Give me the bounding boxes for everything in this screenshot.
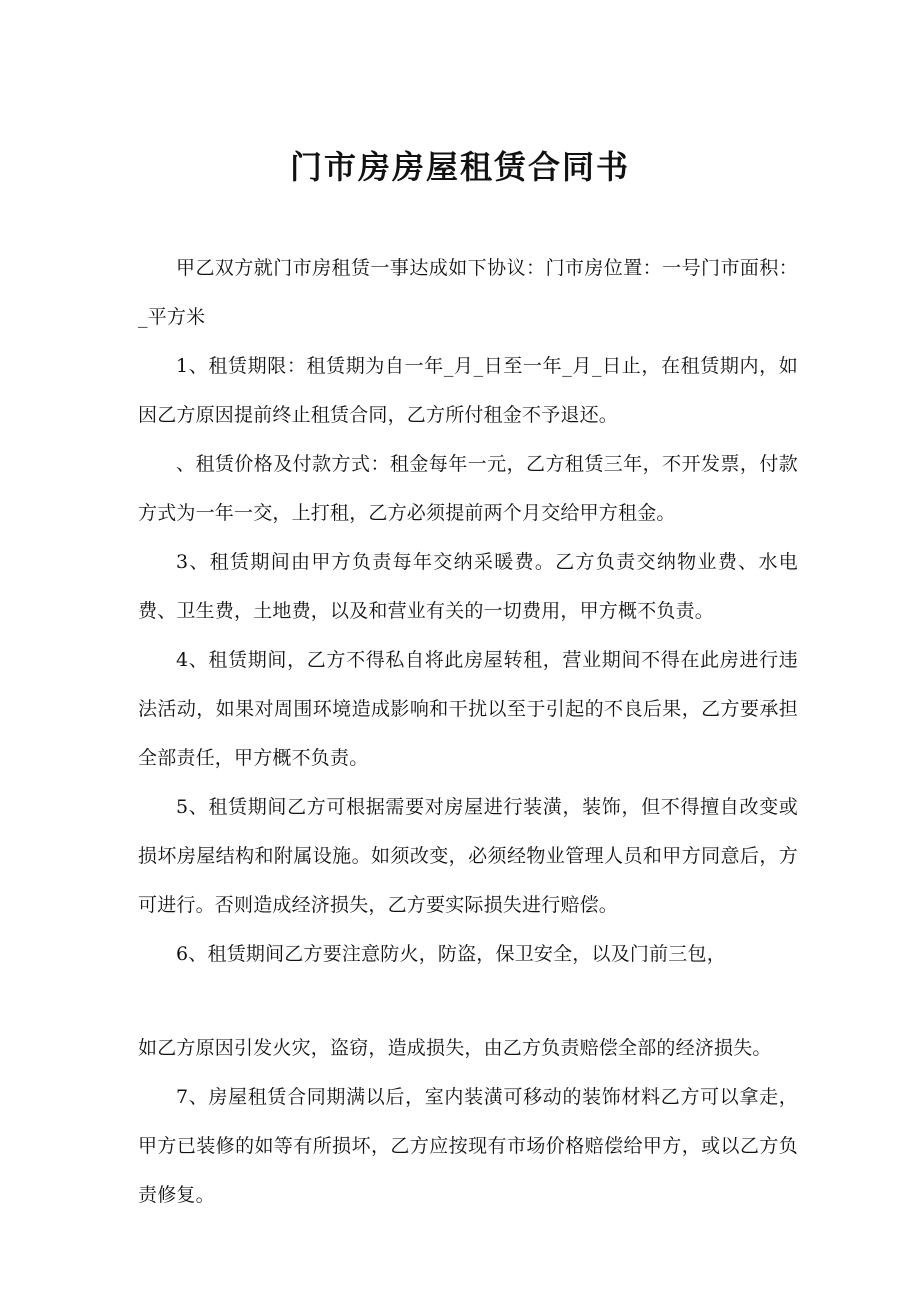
paragraph-clause-7: 7、房屋租赁合同期满以后，室内装潢可移动的装饰材料乙方可以拿走，甲方已装修的如等有所损坏，乙方应按现有市场价格赔偿给甲方，或以乙方负责修复。 — [138, 1086, 798, 1206]
paragraph-intro: 甲乙双方就门市房租赁一事达成如下协议：门市房位置：一号门市面积：_平方米 — [138, 257, 798, 328]
paragraph-clause-5: 5、租赁期间乙方可根据需要对房屋进行装潢，装饰，但不得擅自改变或损坏房屋结构和附属设施。如须改变，必须经物业管理人员和甲方同意后，方可进行。否则造成经济损失，乙方要实际损失进行赔偿。 — [138, 796, 798, 916]
paragraph-clause-4: 4、租赁期间，乙方不得私自将此房屋转租，营业期间不得在此房进行违法活动，如果对周围环境造成影响和干扰以至于引起的不良后果，乙方要承担全部责任，甲方概不负责。 — [138, 649, 798, 769]
paragraph-clause-6: 6、租赁期间乙方要注意防火，防盗，保卫安全，以及门前三包， — [176, 943, 726, 965]
paragraph-clause-2: 、租赁价格及付款方式：租金每年一元，乙方租赁三年，不开发票，付款方式为一年一交，上打租，乙方必须提前两个月交给甲方租金。 — [138, 453, 798, 524]
paragraph-clause-6-continued: 如乙方原因引发火灾，盗窃，造成损失，由乙方负责赔偿全部的经济损失。 — [138, 1037, 772, 1059]
document-title: 门市房房屋租赁合同书 — [289, 148, 630, 187]
document-body — [138, 244, 798, 1220]
paragraph-clause-1: 1、租赁期限：租赁期为自一年_月_日至一年_月_日止，在租赁期内，如因乙方原因提前终止租赁合同，乙方所付租金不予退还。 — [138, 355, 798, 426]
paragraph-clause-3: 3、租赁期间由甲方负责每年交纳采暖费。乙方负责交纳物业费、水电费、卫生费，土地费，以及和营业有关的一切费用，甲方概不负责。 — [138, 551, 798, 622]
